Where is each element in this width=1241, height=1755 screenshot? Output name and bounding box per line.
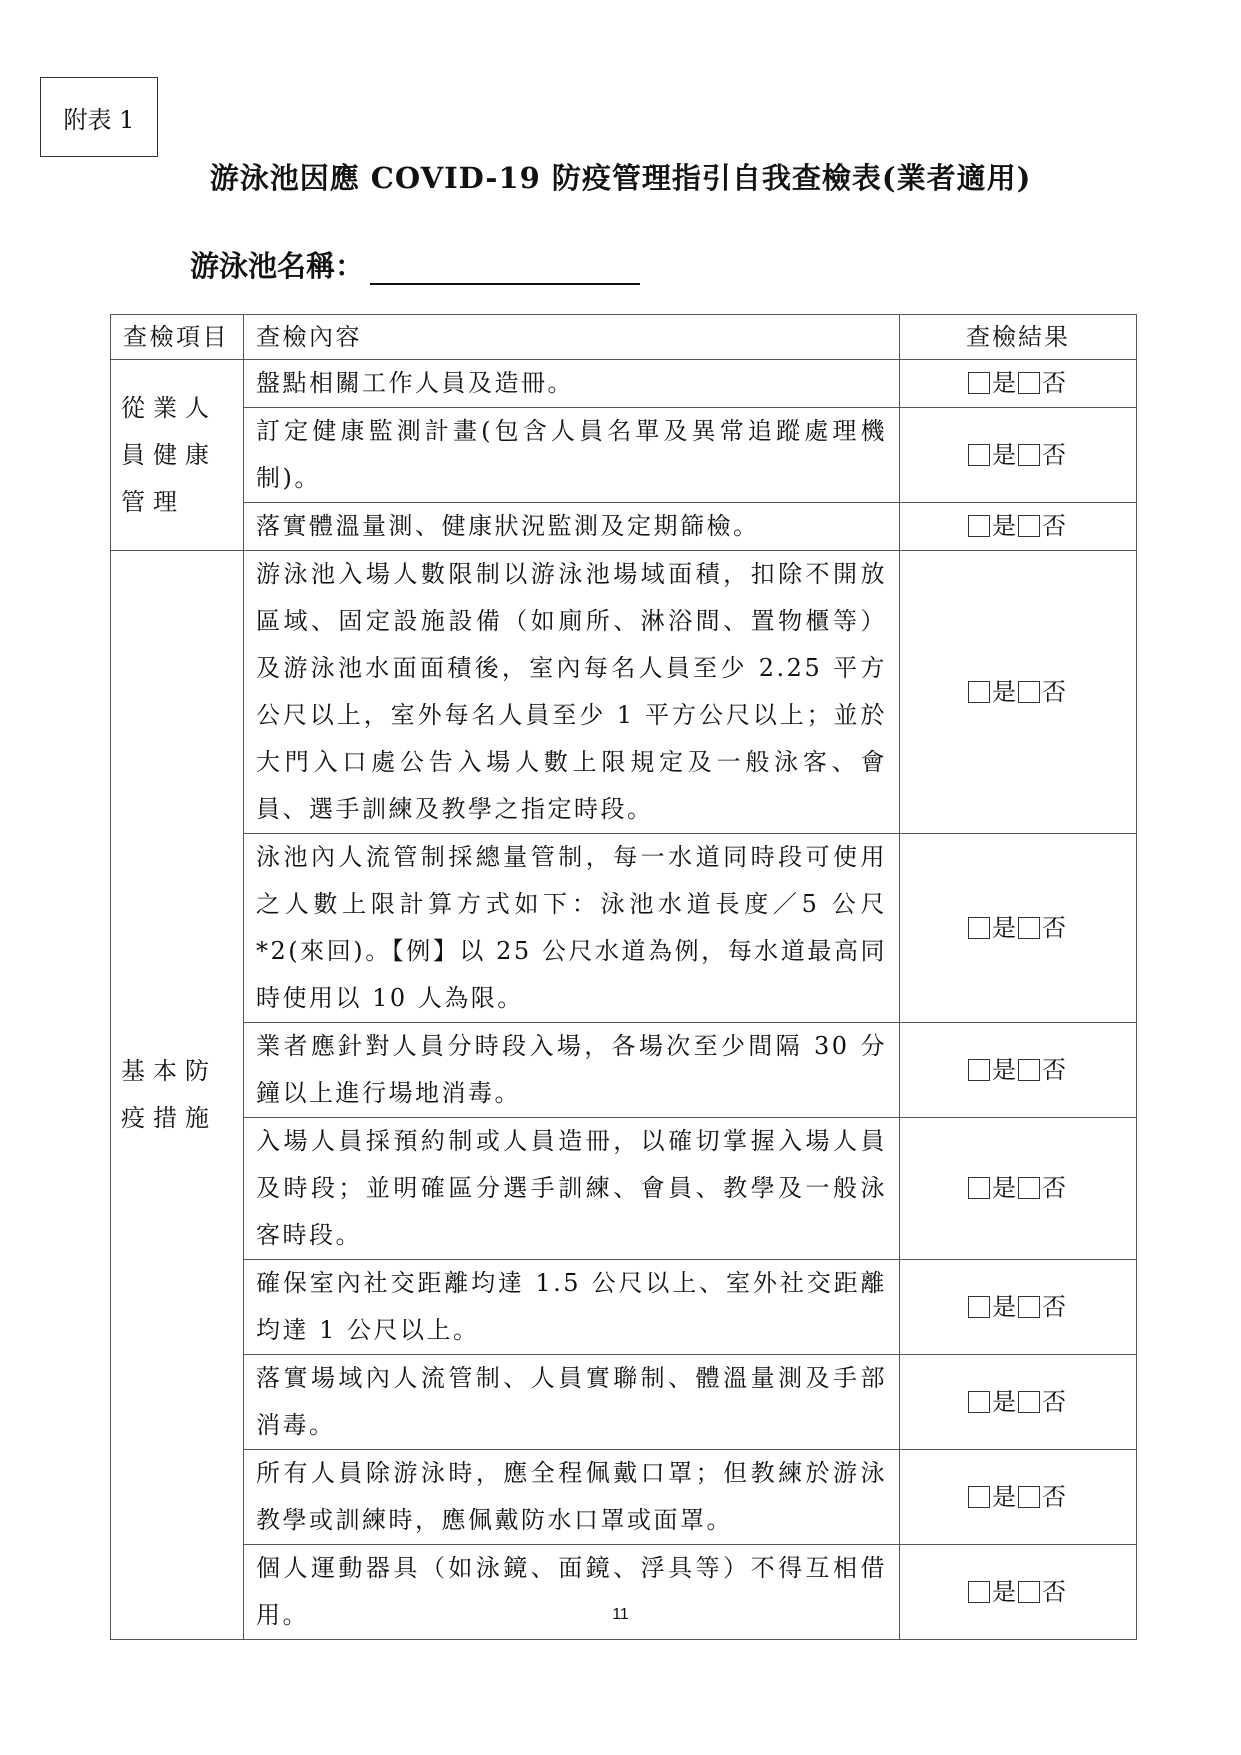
page-title: 游泳池因應 COVID-19 防疫管理指引自我查檢表(業者適用) bbox=[209, 161, 1032, 195]
check-result-cell bbox=[900, 1023, 1137, 1118]
pool-name-label: 游泳池名稱： bbox=[190, 249, 365, 283]
check-result-cell bbox=[900, 503, 1137, 551]
check-result-cell bbox=[900, 408, 1137, 503]
checklist-table bbox=[110, 314, 1137, 1640]
check-result-cell bbox=[900, 1260, 1137, 1355]
table-row bbox=[111, 1023, 1137, 1118]
check-result-cell bbox=[900, 1355, 1137, 1450]
check-content-cell: 所有人員除游泳時，應全程佩戴口罩；但教練於游泳教學或訓練時，應佩戴防水口罩或面罩。 bbox=[244, 1450, 900, 1545]
yes-label: 是 bbox=[992, 369, 1016, 397]
yes-label: 是 bbox=[992, 1482, 1016, 1511]
table-row bbox=[111, 834, 1137, 1023]
yes-checkbox[interactable] bbox=[968, 1486, 990, 1508]
table-row bbox=[111, 1118, 1137, 1260]
no-label: 否 bbox=[1042, 1174, 1066, 1202]
no-checkbox[interactable] bbox=[1018, 1059, 1040, 1081]
page-number: 11 bbox=[612, 1606, 629, 1623]
table-header-row bbox=[111, 315, 1137, 360]
no-label: 否 bbox=[1042, 677, 1066, 706]
no-label: 否 bbox=[1042, 440, 1066, 469]
table-row bbox=[111, 408, 1137, 503]
yes-checkbox[interactable] bbox=[968, 1059, 990, 1081]
table-row bbox=[111, 1545, 1137, 1640]
category-cell: 基本防疫措施 bbox=[111, 551, 244, 1640]
no-checkbox[interactable] bbox=[1018, 1177, 1040, 1199]
check-result-cell bbox=[900, 551, 1137, 834]
no-checkbox[interactable] bbox=[1018, 681, 1040, 703]
yes-checkbox[interactable] bbox=[968, 372, 990, 394]
check-content-cell: 入場人員採預約制或人員造冊，以確切掌握入場人員及時段；並明確區分選手訓練、會員、教學及一般泳客時段。 bbox=[244, 1118, 900, 1260]
yes-checkbox[interactable] bbox=[968, 444, 990, 466]
no-checkbox[interactable] bbox=[1018, 917, 1040, 939]
checklist-body bbox=[111, 360, 1137, 1640]
check-content-cell: 盤點相關工作人員及造冊。 bbox=[244, 360, 900, 408]
table-row bbox=[111, 503, 1137, 551]
table-row bbox=[111, 551, 1137, 834]
yes-checkbox[interactable] bbox=[968, 1391, 990, 1413]
yes-label: 是 bbox=[992, 677, 1016, 706]
no-checkbox[interactable] bbox=[1018, 1486, 1040, 1508]
check-content-cell: 落實體溫量測、健康狀況監測及定期篩檢。 bbox=[244, 503, 900, 551]
annex-label: 附表 1 bbox=[40, 77, 158, 157]
no-label: 否 bbox=[1042, 1055, 1066, 1084]
yes-label: 是 bbox=[992, 512, 1016, 540]
check-content-cell: 個人運動器具（如泳鏡、面鏡、浮具等）不得互相借用。 bbox=[244, 1545, 900, 1640]
check-result-cell bbox=[900, 1118, 1137, 1260]
header-check-item: 查檢項目 bbox=[111, 315, 244, 360]
yes-label: 是 bbox=[992, 1387, 1016, 1416]
check-result-cell bbox=[900, 1545, 1137, 1640]
check-content-cell: 落實場域內人流管制、人員實聯制、體溫量測及手部消毒。 bbox=[244, 1355, 900, 1450]
check-result-cell bbox=[900, 834, 1137, 1023]
table-row bbox=[111, 360, 1137, 408]
no-label: 否 bbox=[1042, 512, 1066, 540]
yes-checkbox[interactable] bbox=[968, 917, 990, 939]
check-content-cell: 業者應針對人員分時段入場，各場次至少間隔 30 分鐘以上進行場地消毒。 bbox=[244, 1023, 900, 1118]
no-checkbox[interactable] bbox=[1018, 1581, 1040, 1603]
yes-label: 是 bbox=[992, 1292, 1016, 1321]
no-label: 否 bbox=[1042, 1482, 1066, 1511]
table-row bbox=[111, 1450, 1137, 1545]
no-label: 否 bbox=[1042, 1577, 1066, 1606]
table-row bbox=[111, 1355, 1137, 1450]
check-content-cell: 確保室內社交距離均達 1.5 公尺以上、室外社交距離均達 1 公尺以上。 bbox=[244, 1260, 900, 1355]
no-label: 否 bbox=[1042, 913, 1066, 942]
yes-checkbox[interactable] bbox=[968, 1296, 990, 1318]
yes-checkbox[interactable] bbox=[968, 1581, 990, 1603]
check-content-cell: 訂定健康監測計畫(包含人員名單及異常追蹤處理機制)。 bbox=[244, 408, 900, 503]
no-checkbox[interactable] bbox=[1018, 444, 1040, 466]
yes-label: 是 bbox=[992, 1174, 1016, 1202]
check-content-cell: 游泳池入場人數限制以游泳池場域面積，扣除不開放區域、固定設施設備（如廁所、淋浴間、置物櫃等）及游泳池水面面積後，室內每名人員至少 2.25 平方公尺以上，室外每名人員至少 1 平方公尺以上；並於大門入口處公告入場人數上限規定及一般泳客、會員、選手訓練及教學之指定時段。 bbox=[244, 551, 900, 834]
no-checkbox[interactable] bbox=[1018, 1391, 1040, 1413]
yes-label: 是 bbox=[992, 913, 1016, 942]
check-content-cell: 泳池內人流管制採總量管制，每一水道同時段可使用之人數上限計算方式如下：泳池水道長度／5 公尺*2(來回)。【例】以 25 公尺水道為例，每水道最高同時使用以 10 人為限。 bbox=[244, 834, 900, 1023]
yes-checkbox[interactable] bbox=[968, 1177, 990, 1199]
pool-name-blank-line[interactable] bbox=[370, 253, 640, 285]
header-check-result: 查檢結果 bbox=[900, 315, 1137, 360]
category-cell: 從業人員健康管理 bbox=[111, 360, 244, 551]
no-label: 否 bbox=[1042, 1292, 1066, 1321]
yes-label: 是 bbox=[992, 1577, 1016, 1606]
table-row bbox=[111, 1260, 1137, 1355]
no-checkbox[interactable] bbox=[1018, 372, 1040, 394]
check-result-cell bbox=[900, 1450, 1137, 1545]
no-checkbox[interactable] bbox=[1018, 1296, 1040, 1318]
yes-checkbox[interactable] bbox=[968, 681, 990, 703]
pool-name-field bbox=[190, 244, 640, 285]
no-label: 否 bbox=[1042, 369, 1066, 397]
yes-label: 是 bbox=[992, 440, 1016, 469]
no-label: 否 bbox=[1042, 1387, 1066, 1416]
check-result-cell bbox=[900, 360, 1137, 408]
yes-checkbox[interactable] bbox=[968, 515, 990, 537]
yes-label: 是 bbox=[992, 1055, 1016, 1084]
no-checkbox[interactable] bbox=[1018, 515, 1040, 537]
header-check-content: 查檢內容 bbox=[244, 315, 900, 360]
